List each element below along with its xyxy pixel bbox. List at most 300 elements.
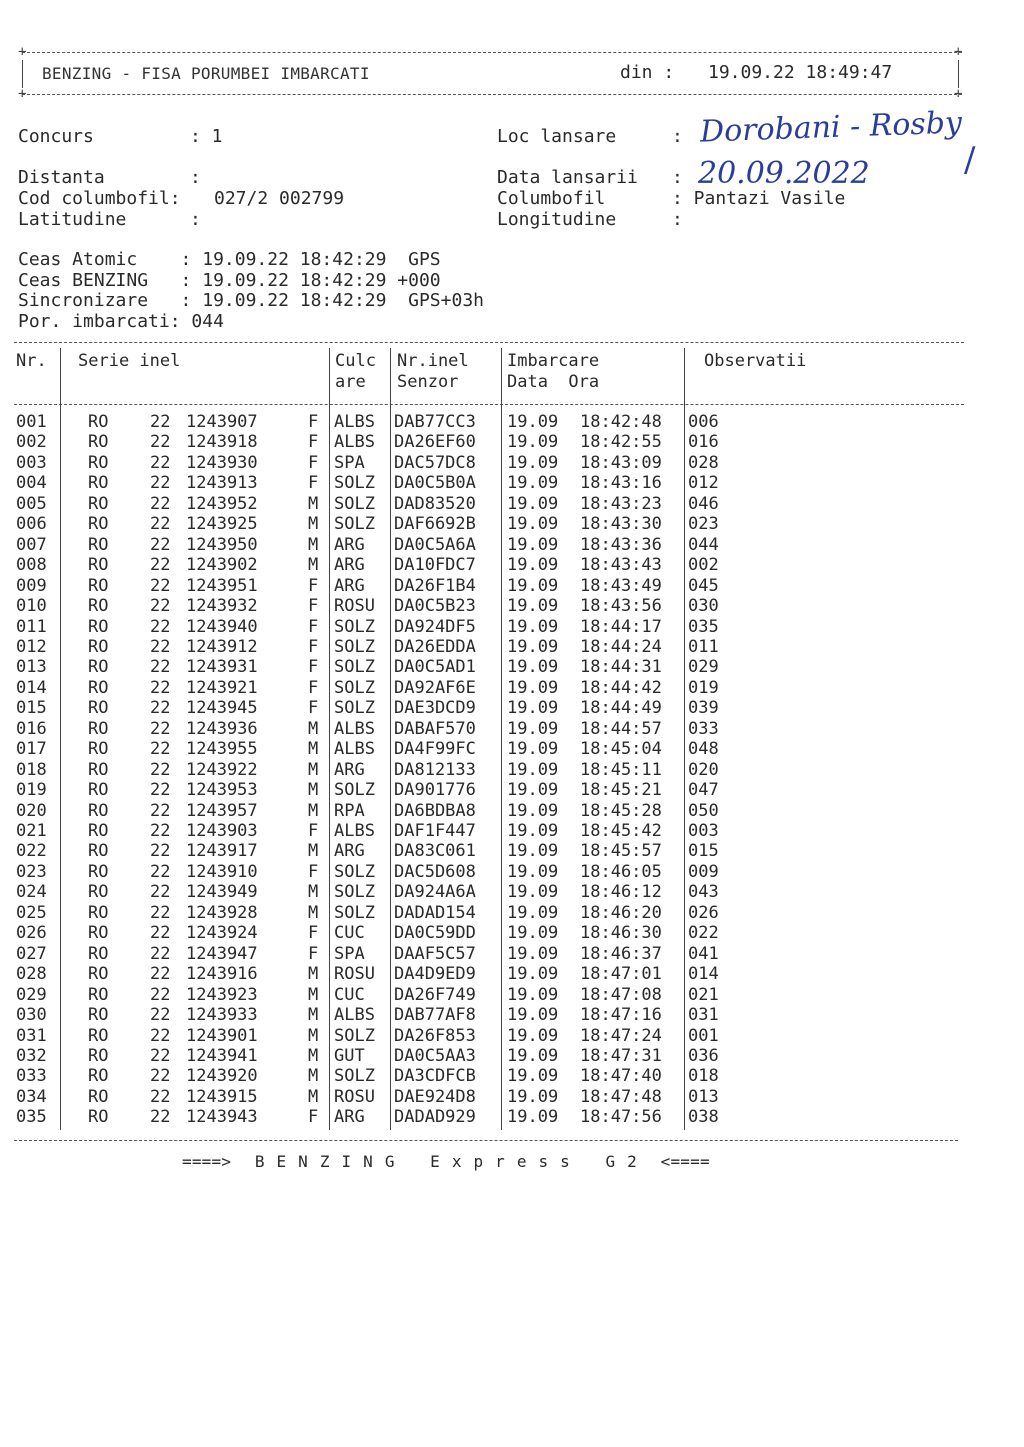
table-row xyxy=(0,760,1024,781)
row-sensor: DA924A6A xyxy=(394,882,476,903)
row-sensor: DA0C5A6A xyxy=(394,534,476,555)
row-observatii: 029 xyxy=(688,657,719,678)
table-row xyxy=(0,432,1024,453)
row-time: 18:43:23 xyxy=(580,493,662,514)
row-color: SOLZ xyxy=(334,493,375,514)
row-sensor: DAE924D8 xyxy=(394,1086,476,1107)
row-year: 22 xyxy=(150,473,171,494)
row-date: 19.09 xyxy=(507,943,559,964)
row-date: 19.09 xyxy=(507,698,559,719)
row-date: 19.09 xyxy=(507,780,559,801)
row-year: 22 xyxy=(150,882,171,903)
row-time: 18:44:17 xyxy=(580,616,662,637)
table-row xyxy=(0,1107,1024,1128)
row-country: RO xyxy=(88,739,109,760)
row-time: 18:47:08 xyxy=(580,984,662,1005)
row-year: 22 xyxy=(150,636,171,657)
row-country: RO xyxy=(88,718,109,739)
row-sensor: DA6BDBA8 xyxy=(394,800,476,821)
latitudine-label: Latitudine xyxy=(18,209,127,230)
row-country: RO xyxy=(88,432,109,453)
row-date: 19.09 xyxy=(507,412,559,432)
row-ring: 1243902 xyxy=(186,555,258,576)
row-sex: M xyxy=(308,1086,319,1107)
row-date: 19.09 xyxy=(507,902,559,923)
row-date: 19.09 xyxy=(507,841,559,862)
row-observatii: 012 xyxy=(688,473,719,494)
row-sensor: DAC57DC8 xyxy=(394,452,476,473)
row-color: GUT xyxy=(334,1045,365,1066)
row-country: RO xyxy=(88,473,109,494)
row-color: SOLZ xyxy=(334,1066,375,1087)
row-sensor: DAB77AF8 xyxy=(394,1005,476,1026)
loc-lansare-label: Loc lansare xyxy=(497,126,617,147)
row-ring: 1243932 xyxy=(186,596,258,617)
row-ring: 1243925 xyxy=(186,514,258,535)
row-date: 19.09 xyxy=(507,452,559,473)
row-sensor: DAF1F447 xyxy=(394,821,476,841)
table-row xyxy=(0,494,1024,515)
row-observatii: 015 xyxy=(688,841,719,862)
row-sex: F xyxy=(308,657,319,678)
row-time: 18:45:11 xyxy=(580,759,662,780)
row-ring: 1243903 xyxy=(186,821,258,841)
row-time: 18:46:37 xyxy=(580,943,662,964)
row-sensor: DA3CDFCB xyxy=(394,1066,476,1087)
row-observatii: 047 xyxy=(688,780,719,801)
row-year: 22 xyxy=(150,677,171,698)
frame-corner: + xyxy=(954,86,963,102)
row-sensor: DAB77CC3 xyxy=(394,412,476,432)
row-nr: 007 xyxy=(16,534,47,555)
row-sex: M xyxy=(308,493,319,514)
row-nr: 026 xyxy=(16,923,47,944)
row-time: 18:44:42 xyxy=(580,677,662,698)
col-header-culc-1: Culc xyxy=(335,351,376,371)
row-time: 18:47:56 xyxy=(580,1107,662,1128)
row-sex: M xyxy=(308,1025,319,1046)
row-observatii: 041 xyxy=(688,943,719,964)
row-year: 22 xyxy=(150,739,171,760)
row-nr: 021 xyxy=(16,821,47,841)
row-nr: 006 xyxy=(16,514,47,535)
row-sensor: DAE3DCD9 xyxy=(394,698,476,719)
row-date: 19.09 xyxy=(507,821,559,841)
row-sex: M xyxy=(308,555,319,576)
row-ring: 1243949 xyxy=(186,882,258,903)
row-country: RO xyxy=(88,984,109,1005)
row-date: 19.09 xyxy=(507,432,559,453)
col-header-nr: Nr. xyxy=(16,351,47,371)
row-nr: 013 xyxy=(16,657,47,678)
row-color: ALBS xyxy=(334,432,375,453)
data-lansarii-handwritten: 20.09.2022 xyxy=(698,156,870,191)
loc-lansare-sep: : xyxy=(672,126,683,147)
row-date: 19.09 xyxy=(507,657,559,678)
row-color: ROSU xyxy=(334,964,375,985)
row-sex: F xyxy=(308,636,319,657)
row-year: 22 xyxy=(150,698,171,719)
row-sex: M xyxy=(308,718,319,739)
columbofil-value: : Pantazi Vasile xyxy=(672,188,846,209)
row-color: ALBS xyxy=(334,739,375,760)
row-time: 18:44:31 xyxy=(580,657,662,678)
row-nr: 032 xyxy=(16,1045,47,1066)
row-color: SOLZ xyxy=(334,636,375,657)
row-observatii: 048 xyxy=(688,739,719,760)
row-ring: 1243933 xyxy=(186,1005,258,1026)
row-country: RO xyxy=(88,698,109,719)
row-sensor: DA0C5B23 xyxy=(394,596,476,617)
data-lansarii-label: Data lansarii xyxy=(497,167,638,188)
row-sensor: DAC5D608 xyxy=(394,861,476,882)
table-row xyxy=(0,637,1024,658)
row-color: SOLZ xyxy=(334,677,375,698)
table-row xyxy=(0,657,1024,678)
row-sensor: DA26EF60 xyxy=(394,432,476,453)
row-color: ALBS xyxy=(334,412,375,432)
table-row xyxy=(0,1026,1024,1047)
row-nr: 031 xyxy=(16,1025,47,1046)
row-observatii: 036 xyxy=(688,1045,719,1066)
row-ring: 1243915 xyxy=(186,1086,258,1107)
row-sex: M xyxy=(308,964,319,985)
table-row xyxy=(0,780,1024,801)
row-time: 18:47:01 xyxy=(580,964,662,985)
row-sex: F xyxy=(308,616,319,637)
row-country: RO xyxy=(88,943,109,964)
table-row xyxy=(0,514,1024,535)
row-year: 22 xyxy=(150,1025,171,1046)
row-year: 22 xyxy=(150,432,171,453)
row-sex: M xyxy=(308,534,319,555)
row-date: 19.09 xyxy=(507,1107,559,1128)
row-observatii: 031 xyxy=(688,1005,719,1026)
row-time: 18:46:05 xyxy=(580,861,662,882)
row-date: 19.09 xyxy=(507,984,559,1005)
footer-banner: ====> B E N Z I N G E x p r e s s G 2 <==== xyxy=(182,1152,710,1171)
row-nr: 003 xyxy=(16,452,47,473)
row-observatii: 009 xyxy=(688,861,719,882)
col-header-nrinel-1: Nr.inel xyxy=(397,351,469,371)
col-header-observatii: Observatii xyxy=(704,351,807,371)
row-year: 22 xyxy=(150,1066,171,1087)
row-observatii: 013 xyxy=(688,1086,719,1107)
row-color: SOLZ xyxy=(334,882,375,903)
row-time: 18:43:49 xyxy=(580,575,662,596)
row-observatii: 014 xyxy=(688,964,719,985)
row-nr: 005 xyxy=(16,493,47,514)
table-row xyxy=(0,739,1024,760)
row-ring: 1243936 xyxy=(186,718,258,739)
row-time: 18:44:24 xyxy=(580,636,662,657)
longitudine-value: : xyxy=(672,209,683,230)
row-year: 22 xyxy=(150,493,171,514)
row-country: RO xyxy=(88,902,109,923)
row-year: 22 xyxy=(150,923,171,944)
row-observatii: 020 xyxy=(688,759,719,780)
row-observatii: 035 xyxy=(688,616,719,637)
row-color: ARG xyxy=(334,534,365,555)
row-sensor: DA4F99FC xyxy=(394,739,476,760)
row-date: 19.09 xyxy=(507,636,559,657)
row-country: RO xyxy=(88,759,109,780)
row-ring: 1243916 xyxy=(186,964,258,985)
row-ring: 1243931 xyxy=(186,657,258,678)
row-date: 19.09 xyxy=(507,555,559,576)
handwritten-stroke: / xyxy=(964,140,976,180)
frame-corner: + xyxy=(18,86,27,102)
row-time: 18:44:49 xyxy=(580,698,662,719)
row-year: 22 xyxy=(150,800,171,821)
row-time: 18:45:57 xyxy=(580,841,662,862)
row-nr: 028 xyxy=(16,964,47,985)
row-time: 18:47:48 xyxy=(580,1086,662,1107)
table-row xyxy=(0,1046,1024,1067)
row-sensor: DA26F853 xyxy=(394,1025,476,1046)
table-row xyxy=(0,841,1024,862)
row-sensor: DADAD929 xyxy=(394,1107,476,1128)
row-observatii: 019 xyxy=(688,677,719,698)
row-date: 19.09 xyxy=(507,739,559,760)
row-color: ALBS xyxy=(334,821,375,841)
row-color: ARG xyxy=(334,1107,365,1128)
row-observatii: 039 xyxy=(688,698,719,719)
row-country: RO xyxy=(88,616,109,637)
row-ring: 1243917 xyxy=(186,841,258,862)
row-time: 18:46:12 xyxy=(580,882,662,903)
row-ring: 1243923 xyxy=(186,984,258,1005)
row-nr: 029 xyxy=(16,984,47,1005)
table-row xyxy=(0,535,1024,556)
row-color: ARG xyxy=(334,759,365,780)
row-country: RO xyxy=(88,800,109,821)
frame-left-bar xyxy=(22,60,23,88)
row-nr: 004 xyxy=(16,473,47,494)
ceas-atomic-line: Ceas Atomic : 19.09.22 18:42:29 GPS xyxy=(18,249,441,270)
row-ring: 1243945 xyxy=(186,698,258,719)
row-year: 22 xyxy=(150,841,171,862)
row-sex: M xyxy=(308,1066,319,1087)
row-nr: 001 xyxy=(16,412,47,432)
row-ring: 1243955 xyxy=(186,739,258,760)
row-nr: 019 xyxy=(16,780,47,801)
row-sensor: DA812133 xyxy=(394,759,476,780)
distanta-value: : xyxy=(190,167,201,188)
loc-lansare-handwritten: Dorobani - Rosby xyxy=(699,105,963,150)
row-ring: 1243947 xyxy=(186,943,258,964)
row-sex: F xyxy=(308,943,319,964)
table-row xyxy=(0,964,1024,985)
cod-columbofil-label: Cod columbofil: xyxy=(18,188,181,209)
frame-corner: + xyxy=(18,44,27,60)
row-ring: 1243907 xyxy=(186,412,258,432)
row-sensor: DA0C59DD xyxy=(394,923,476,944)
table-row xyxy=(0,1005,1024,1026)
row-ring: 1243912 xyxy=(186,636,258,657)
din-label: din : xyxy=(620,62,675,83)
row-ring: 1243952 xyxy=(186,493,258,514)
row-country: RO xyxy=(88,861,109,882)
row-sex: F xyxy=(308,1107,319,1128)
row-ring: 1243953 xyxy=(186,780,258,801)
row-ring: 1243920 xyxy=(186,1066,258,1087)
row-nr: 002 xyxy=(16,432,47,453)
row-country: RO xyxy=(88,923,109,944)
row-ring: 1243957 xyxy=(186,800,258,821)
row-country: RO xyxy=(88,412,109,432)
table-bottom-line xyxy=(14,1140,958,1141)
row-ring: 1243930 xyxy=(186,452,258,473)
row-sex: M xyxy=(308,1045,319,1066)
row-date: 19.09 xyxy=(507,493,559,514)
row-observatii: 003 xyxy=(688,821,719,841)
table-row xyxy=(0,555,1024,576)
latitudine-value: : xyxy=(190,209,201,230)
row-observatii: 043 xyxy=(688,882,719,903)
row-sex: M xyxy=(308,902,319,923)
row-sensor: DAD83520 xyxy=(394,493,476,514)
row-sex: M xyxy=(308,800,319,821)
table-row xyxy=(0,944,1024,965)
row-year: 22 xyxy=(150,759,171,780)
row-sensor: DABAF570 xyxy=(394,718,476,739)
row-color: RPA xyxy=(334,800,365,821)
row-color: ARG xyxy=(334,841,365,862)
row-nr: 035 xyxy=(16,1107,47,1128)
row-sex: F xyxy=(308,473,319,494)
row-color: SOLZ xyxy=(334,1025,375,1046)
row-country: RO xyxy=(88,964,109,985)
row-color: ARG xyxy=(334,575,365,596)
row-country: RO xyxy=(88,452,109,473)
row-nr: 030 xyxy=(16,1005,47,1026)
row-color: SOLZ xyxy=(334,861,375,882)
table-row xyxy=(0,698,1024,719)
row-nr: 008 xyxy=(16,555,47,576)
row-nr: 017 xyxy=(16,739,47,760)
row-sex: M xyxy=(308,984,319,1005)
row-nr: 034 xyxy=(16,1086,47,1107)
row-time: 18:42:55 xyxy=(580,432,662,453)
frame-top-line xyxy=(22,52,962,53)
row-sex: M xyxy=(308,759,319,780)
table-row xyxy=(0,412,1024,433)
row-sex: M xyxy=(308,739,319,760)
row-time: 18:45:28 xyxy=(580,800,662,821)
row-date: 19.09 xyxy=(507,759,559,780)
row-time: 18:47:16 xyxy=(580,1005,662,1026)
row-nr: 025 xyxy=(16,902,47,923)
row-nr: 033 xyxy=(16,1066,47,1087)
por-imbarcati-line: Por. imbarcati: 044 xyxy=(18,311,224,332)
row-country: RO xyxy=(88,514,109,535)
row-nr: 016 xyxy=(16,718,47,739)
row-sensor: DADAD154 xyxy=(394,902,476,923)
row-year: 22 xyxy=(150,412,171,432)
row-sensor: DA4D9ED9 xyxy=(394,964,476,985)
row-year: 22 xyxy=(150,596,171,617)
row-date: 19.09 xyxy=(507,718,559,739)
row-sensor: DA0C5B0A xyxy=(394,473,476,494)
table-top-line xyxy=(14,342,964,343)
row-country: RO xyxy=(88,1086,109,1107)
row-color: CUC xyxy=(334,984,365,1005)
row-year: 22 xyxy=(150,718,171,739)
row-date: 19.09 xyxy=(507,1066,559,1087)
row-color: SPA xyxy=(334,452,365,473)
row-nr: 012 xyxy=(16,636,47,657)
row-color: ALBS xyxy=(334,718,375,739)
row-observatii: 045 xyxy=(688,575,719,596)
row-time: 18:43:36 xyxy=(580,534,662,555)
row-color: SOLZ xyxy=(334,473,375,494)
row-ring: 1243943 xyxy=(186,1107,258,1128)
row-year: 22 xyxy=(150,861,171,882)
longitudine-label: Longitudine xyxy=(497,209,617,230)
row-color: SOLZ xyxy=(334,657,375,678)
row-date: 19.09 xyxy=(507,861,559,882)
row-date: 19.09 xyxy=(507,677,559,698)
row-date: 19.09 xyxy=(507,1005,559,1026)
row-time: 18:45:42 xyxy=(580,821,662,841)
row-country: RO xyxy=(88,1066,109,1087)
frame-bottom-line xyxy=(22,94,962,95)
table-row xyxy=(0,923,1024,944)
row-sensor: DA83C061 xyxy=(394,841,476,862)
row-date: 19.09 xyxy=(507,1086,559,1107)
row-sex: M xyxy=(308,1005,319,1026)
row-year: 22 xyxy=(150,984,171,1005)
table-row xyxy=(0,596,1024,617)
row-time: 18:46:30 xyxy=(580,923,662,944)
row-sex: F xyxy=(308,677,319,698)
row-sensor: DAF6692B xyxy=(394,514,476,535)
row-country: RO xyxy=(88,493,109,514)
row-ring: 1243950 xyxy=(186,534,258,555)
col-header-serie: Serie inel xyxy=(78,351,181,371)
row-nr: 015 xyxy=(16,698,47,719)
row-year: 22 xyxy=(150,616,171,637)
row-date: 19.09 xyxy=(507,923,559,944)
frame-corner: + xyxy=(954,44,963,60)
row-time: 18:45:04 xyxy=(580,739,662,760)
row-observatii: 046 xyxy=(688,493,719,514)
row-sensor: DA0C5AD1 xyxy=(394,657,476,678)
table-row xyxy=(0,453,1024,474)
row-observatii: 050 xyxy=(688,800,719,821)
row-color: SOLZ xyxy=(334,514,375,535)
row-observatii: 022 xyxy=(688,923,719,944)
data-lansarii-sep: : xyxy=(672,167,683,188)
row-color: CUC xyxy=(334,923,365,944)
col-header-imbarcare-2: Data Ora xyxy=(507,372,600,392)
row-time: 18:45:21 xyxy=(580,780,662,801)
row-sex: F xyxy=(308,432,319,453)
row-date: 19.09 xyxy=(507,964,559,985)
table-row xyxy=(0,1087,1024,1108)
row-sex: F xyxy=(308,923,319,944)
row-observatii: 006 xyxy=(688,412,719,432)
row-year: 22 xyxy=(150,452,171,473)
row-ring: 1243921 xyxy=(186,677,258,698)
row-year: 22 xyxy=(150,943,171,964)
row-sensor: DA924DF5 xyxy=(394,616,476,637)
row-sex: M xyxy=(308,841,319,862)
row-sensor: DA26F1B4 xyxy=(394,575,476,596)
row-ring: 1243941 xyxy=(186,1045,258,1066)
row-year: 22 xyxy=(150,1005,171,1026)
